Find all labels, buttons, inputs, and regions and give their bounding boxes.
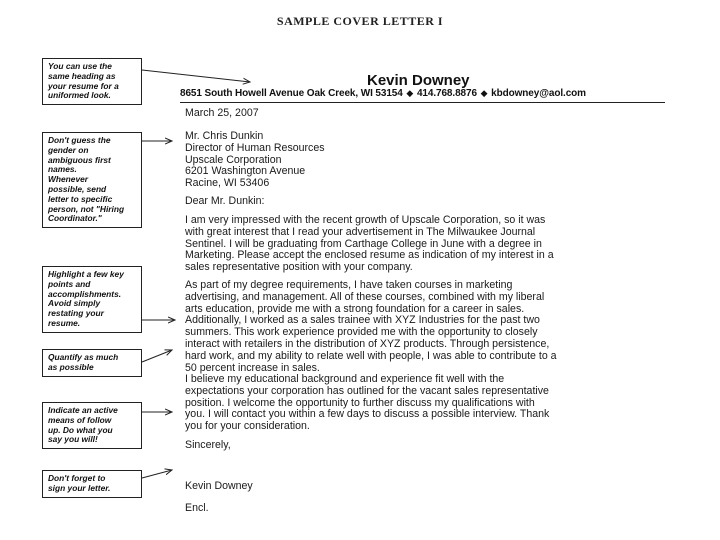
callout-line: ambiguous first: [48, 154, 111, 165]
paragraph-line: Additionally, I worked as a sales trainee with XYZ Industries for the past two: [185, 314, 540, 327]
paragraph-line: position. I welcome the opportunity to further discuss my qualifications with: [185, 396, 535, 409]
phone: 414.768.8876: [416, 88, 477, 99]
paragraph-line: advertising, and management. All of these courses, combined with my liberal: [185, 290, 545, 303]
callout-line: Quantify as much: [48, 352, 119, 362]
paragraph-line: expectations your corporation has outlined for the vacant sales representative: [185, 384, 549, 397]
applicant-name: Kevin Downey: [367, 72, 470, 89]
callout-line: as possible: [48, 361, 94, 372]
email: kbdowney@aol.com: [491, 88, 586, 99]
callout-line: same heading as: [48, 70, 116, 81]
paragraph-line: with great interest that I read your advertisement in The Milwaukee Journal: [185, 225, 536, 238]
letter-date: March 25, 2007: [185, 107, 259, 119]
paragraph-line: arts education, provide me with a strong foundation for a career in sales.: [185, 302, 525, 315]
callout-line: means of follow: [48, 414, 112, 425]
callout-line: say you will!: [48, 434, 98, 445]
signature-name: Kevin Downey: [185, 480, 253, 492]
diamond-separator-icon: ◆: [406, 88, 414, 98]
paragraph-line: As part of my degree requirements, I have taken courses in marketing: [185, 279, 513, 291]
paragraph-line: I believe my educational background and experience fit well with the: [185, 373, 505, 385]
paragraph-line: summers. This work experience provided me with the opportunity to closely: [185, 326, 538, 339]
paragraph-line: sales representative position with your company.: [185, 261, 413, 274]
arrow-heading-icon: [142, 70, 250, 82]
callout-line: names.: [48, 164, 77, 175]
callout-line: sign your letter.: [48, 482, 111, 493]
callout-line: Avoid simply: [48, 298, 101, 309]
paragraph-line: I am very impressed with the recent growth of Upscale Corporation, so it was: [185, 214, 546, 226]
paragraph-line: Sentinel. I will be graduating from Carthage College in June with a degree in: [185, 237, 542, 250]
paragraph-line: you for your consideration.: [185, 420, 310, 433]
recipient-line: Director of Human Resources: [185, 141, 325, 154]
callout-line: uniformed look.: [48, 90, 111, 101]
callout-line: your resume for a: [48, 80, 119, 91]
paragraph-line: you. I will contact you within a few days to discuss a possible interview. Thank: [185, 408, 550, 421]
callout-line: resume.: [48, 317, 81, 328]
callout-line: Whenever: [48, 174, 89, 185]
callout-line: letter to specific: [48, 193, 113, 204]
paragraph-line: 50 percent increase in sales.: [185, 361, 320, 374]
recipient-line: Racine, WI 53406: [185, 177, 270, 190]
callout-line: You can use the: [48, 61, 112, 71]
callout-line: possible, send: [48, 183, 107, 194]
callout-line: Indicate an active: [48, 405, 118, 415]
arrow-sign-icon: [142, 470, 172, 478]
callout-line: gender on: [48, 144, 89, 155]
diamond-separator-icon: ◆: [480, 88, 488, 98]
page-title: SAMPLE COVER LETTER I: [276, 14, 444, 28]
enclosure: Encl.: [185, 502, 209, 514]
recipient-line: 6201 Washington Avenue: [185, 165, 306, 178]
paragraph-line: interact with retailers in the distribution of XYZ products. Through persistence,: [185, 337, 550, 350]
callout-line: Don't forget to: [48, 473, 106, 483]
callout-line: restating your: [48, 308, 104, 319]
recipient-line: Upscale Corporation: [185, 153, 282, 166]
salutation: Dear Mr. Dunkin:: [185, 195, 265, 207]
closing: Sincerely,: [185, 439, 231, 451]
callout-line: Coordinator.": [48, 213, 102, 224]
callout-line: Highlight a few key: [48, 269, 124, 279]
callout-line: up. Do what you: [48, 424, 113, 435]
paragraph-line: Marketing. Please accept the enclosed resume as indication of my interest in a: [185, 249, 554, 262]
address: 8651 South Howell Avenue Oak Creek, WI 53154: [180, 88, 403, 99]
callout-line: points and: [48, 278, 91, 289]
paragraph-line: hard work, and my ability to relate well with people, I was able to contribute to a: [185, 349, 557, 362]
arrow-quantify-icon: [142, 350, 172, 362]
callout-line: person, not "Hiring: [48, 203, 125, 214]
callout-line: Don't guess the: [48, 135, 111, 145]
callout-line: accomplishments.: [48, 288, 122, 299]
recipient-line: Mr. Chris Dunkin: [185, 130, 264, 142]
